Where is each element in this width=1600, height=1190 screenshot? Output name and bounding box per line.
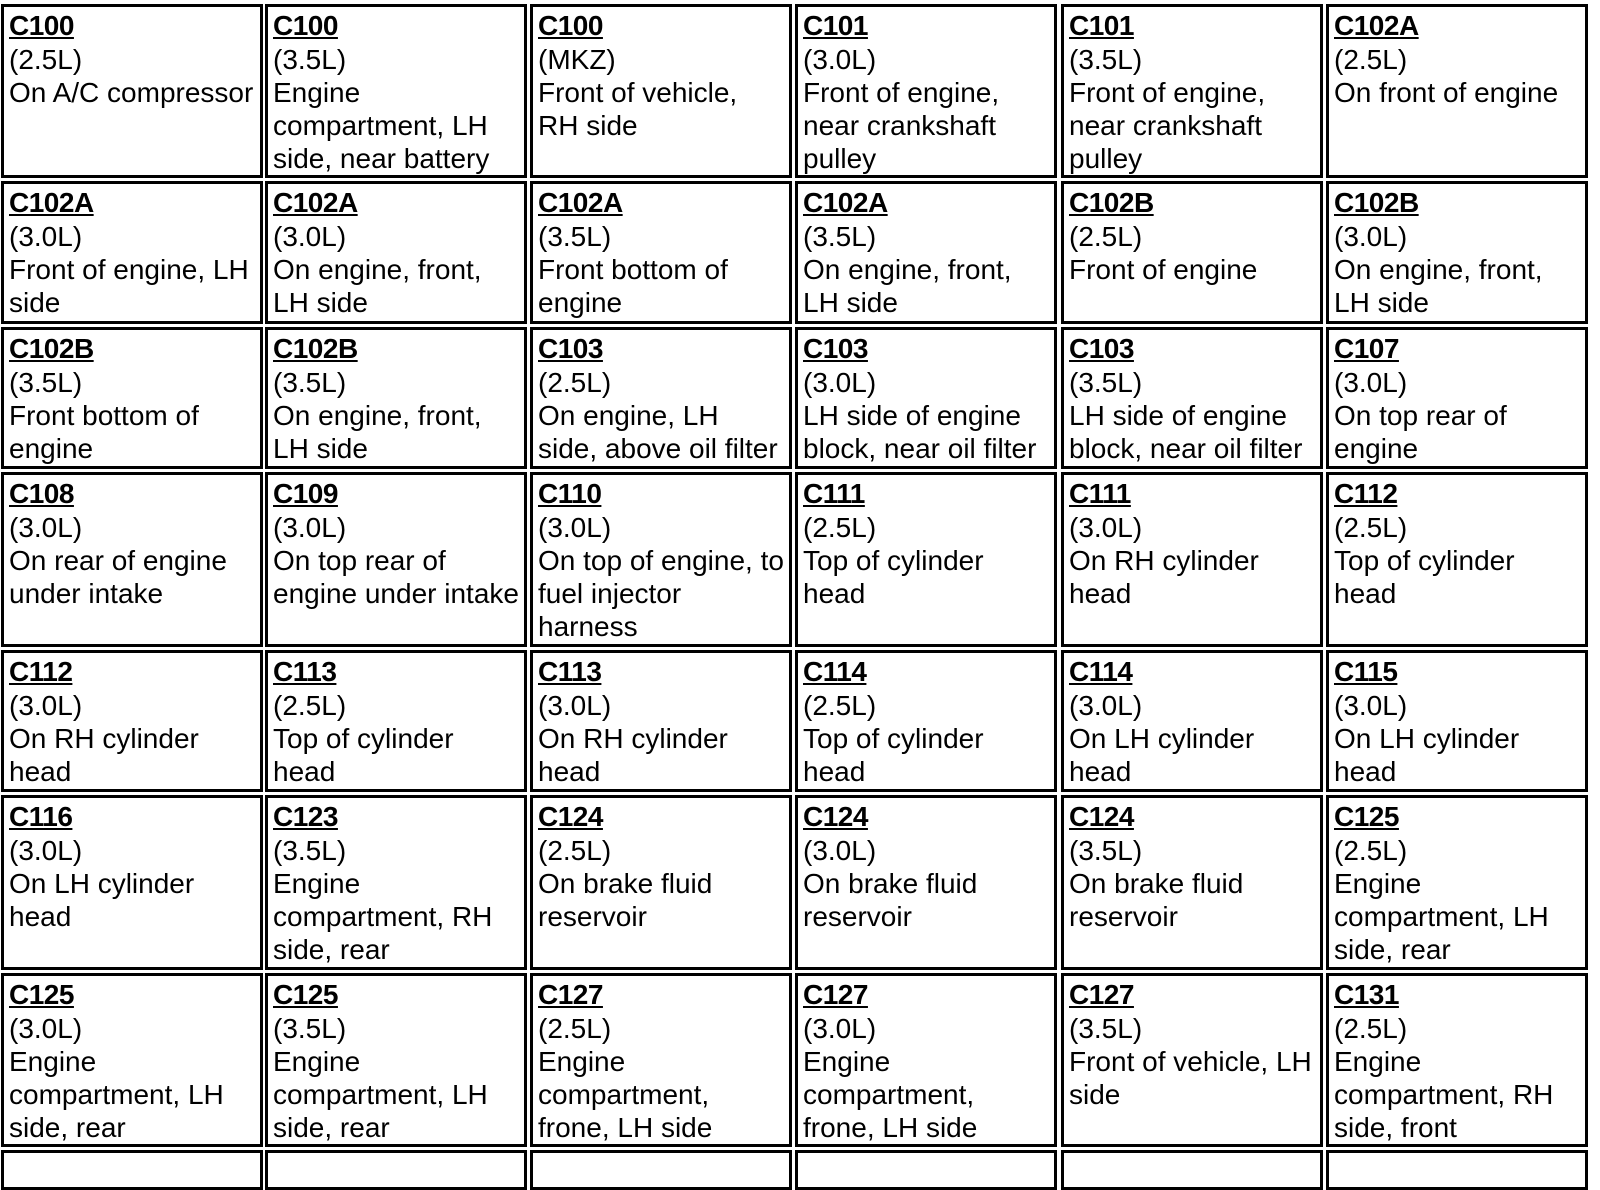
connector-cell (1, 650, 263, 792)
connector-cell (1, 181, 263, 324)
engine-variant: (3.5L) (273, 44, 347, 75)
connector-cell (1, 795, 263, 970)
connector-code: C114 (1069, 656, 1133, 687)
engine-variant: (2.5L) (273, 690, 347, 721)
connector-cell (795, 973, 1057, 1147)
connector-cell (795, 650, 1057, 792)
connector-location: Front of engine, near crankshaft pulley (803, 77, 1000, 174)
connector-code: C131 (1334, 979, 1399, 1010)
connector-cell (795, 795, 1057, 970)
engine-variant: (3.0L) (9, 512, 83, 543)
connector-code: C125 (9, 979, 74, 1010)
connector-cell (1, 1150, 263, 1190)
connector-location: On engine, front, LH side (273, 254, 482, 318)
connector-location: Front of engine (1069, 254, 1258, 285)
engine-variant: (3.0L) (9, 690, 83, 721)
engine-variant: (3.0L) (273, 221, 347, 252)
connector-code: C127 (538, 979, 603, 1010)
engine-variant: (2.5L) (538, 835, 612, 866)
engine-variant: (2.5L) (1334, 835, 1408, 866)
connector-code: C100 (273, 10, 338, 41)
engine-variant: (3.0L) (1069, 512, 1143, 543)
connector-cell (795, 4, 1057, 178)
connector-cell (1061, 472, 1323, 647)
engine-variant: (3.5L) (273, 835, 347, 866)
connector-location: Engine compartment, RH side, front (1334, 1046, 1554, 1143)
engine-variant: (3.0L) (803, 44, 877, 75)
connector-location: On top of engine, to fuel injector harness (538, 545, 784, 642)
connector-location: On RH cylinder head (1069, 545, 1259, 609)
connector-cell (1061, 650, 1323, 792)
engine-variant: (3.5L) (1069, 1013, 1143, 1044)
connector-code: C125 (1334, 801, 1399, 832)
connector-code: C100 (9, 10, 74, 41)
connector-code: C102A (538, 187, 623, 218)
connector-location: On brake fluid reservoir (538, 868, 713, 932)
connector-cell (265, 795, 527, 970)
connector-code: C102B (9, 333, 94, 364)
engine-variant: (3.0L) (1334, 690, 1408, 721)
engine-variant: (3.0L) (538, 690, 612, 721)
connector-location: On engine, front, LH side (1334, 254, 1543, 318)
connector-code: C107 (1334, 333, 1399, 364)
connector-location: On LH cylinder head (9, 868, 195, 932)
connector-cell (265, 4, 527, 178)
connector-cell (1, 327, 263, 469)
connector-cell (530, 327, 792, 469)
connector-location: Front of vehicle, RH side (538, 77, 738, 141)
connector-code: C112 (9, 656, 73, 687)
connector-location: On A/C compressor (9, 77, 254, 108)
connector-code: C115 (1334, 656, 1398, 687)
engine-variant: (3.5L) (273, 1013, 347, 1044)
engine-variant: (3.0L) (1334, 367, 1408, 398)
connector-cell (1326, 4, 1588, 178)
connector-cell (265, 973, 527, 1147)
connector-code: C125 (273, 979, 338, 1010)
engine-variant: (2.5L) (1334, 512, 1408, 543)
connector-location: On LH cylinder head (1334, 723, 1520, 787)
connector-cell (1, 4, 263, 178)
connector-location: Engine compartment, LH side, rear (9, 1046, 224, 1143)
connector-code: C103 (803, 333, 868, 364)
connector-location: Top of cylinder head (803, 723, 984, 787)
connector-code: C114 (803, 656, 867, 687)
connector-code: C108 (9, 478, 74, 509)
engine-variant: (2.5L) (9, 44, 83, 75)
connector-location: Top of cylinder head (803, 545, 984, 609)
connector-cell (530, 973, 792, 1147)
connector-code: C102B (1069, 187, 1154, 218)
engine-variant: (3.5L) (1069, 44, 1143, 75)
connector-cell (1326, 973, 1588, 1147)
engine-variant: (3.0L) (1334, 221, 1408, 252)
connector-code: C111 (1069, 478, 1131, 509)
connector-cell (265, 327, 527, 469)
connector-cell (530, 795, 792, 970)
connector-location: On LH cylinder head (1069, 723, 1255, 787)
connector-cell (795, 181, 1057, 324)
engine-variant: (3.0L) (9, 221, 83, 252)
connector-cell (265, 1150, 527, 1190)
connector-cell (795, 472, 1057, 647)
connector-location: On RH cylinder head (538, 723, 728, 787)
engine-variant: (3.0L) (538, 512, 612, 543)
connector-cell (530, 4, 792, 178)
connector-cell (530, 181, 792, 324)
connector-location: On rear of engine under intake (9, 545, 227, 609)
connector-code: C112 (1334, 478, 1398, 509)
connector-code: C102A (803, 187, 888, 218)
connector-code: C101 (803, 10, 868, 41)
connector-code: C124 (1069, 801, 1134, 832)
connector-code: C124 (803, 801, 868, 832)
connector-code: C111 (803, 478, 865, 509)
connector-location: LH side of engine block, near oil filter (1069, 400, 1303, 464)
connector-location: LH side of engine block, near oil filter (803, 400, 1037, 464)
connector-cell (265, 472, 527, 647)
engine-variant: (2.5L) (803, 512, 877, 543)
connector-location: Engine compartment, LH side, rear (1334, 868, 1549, 965)
connector-location: On top rear of engine under intake (273, 545, 519, 609)
engine-variant: (3.5L) (538, 221, 612, 252)
connector-location: Front of engine, near crankshaft pulley (1069, 77, 1266, 174)
connector-cell (1061, 973, 1323, 1147)
connector-code: C127 (803, 979, 868, 1010)
engine-variant: (3.5L) (803, 221, 877, 252)
engine-variant: (3.5L) (273, 367, 347, 398)
connector-location: Top of cylinder head (1334, 545, 1515, 609)
connector-cell (265, 181, 527, 324)
connector-code: C110 (538, 478, 602, 509)
connector-location: Front of engine, LH side (9, 254, 249, 318)
connector-cell (1, 973, 263, 1147)
engine-variant: (3.0L) (803, 367, 877, 398)
engine-variant: (2.5L) (538, 367, 612, 398)
connector-code: C124 (538, 801, 603, 832)
connector-location: Front bottom of engine (9, 400, 199, 464)
connector-location: On brake fluid reservoir (803, 868, 978, 932)
connector-cell (1061, 327, 1323, 469)
connector-location: Engine compartment, LH side, rear (273, 1046, 488, 1143)
connector-cell (1, 472, 263, 647)
connector-cell (1326, 327, 1588, 469)
connector-code: C102A (9, 187, 94, 218)
connector-code: C127 (1069, 979, 1134, 1010)
connector-code: C116 (9, 801, 73, 832)
connector-cell (1326, 650, 1588, 792)
connector-code: C113 (538, 656, 602, 687)
engine-variant: (3.5L) (9, 367, 83, 398)
engine-variant: (3.0L) (273, 512, 347, 543)
engine-variant: (3.0L) (803, 1013, 877, 1044)
engine-variant: (3.0L) (803, 835, 877, 866)
connector-location: Engine compartment, frone, LH side (803, 1046, 978, 1143)
connector-cell (1061, 1150, 1323, 1190)
connector-location: Engine compartment, RH side, rear (273, 868, 493, 965)
engine-variant: (3.0L) (1069, 690, 1143, 721)
connector-cell (1326, 472, 1588, 647)
connector-cell (1061, 795, 1323, 970)
connector-cell (1061, 4, 1323, 178)
connector-location: On top rear of engine (1334, 400, 1507, 464)
connector-location: On brake fluid reservoir (1069, 868, 1244, 932)
connector-location: On RH cylinder head (9, 723, 199, 787)
engine-variant: (2.5L) (1069, 221, 1143, 252)
connector-code: C103 (538, 333, 603, 364)
connector-location: On front of engine (1334, 77, 1559, 108)
connector-location: Front of vehicle, LH side (1069, 1046, 1312, 1110)
connector-code: C102A (1334, 10, 1419, 41)
connector-code: C102B (273, 333, 358, 364)
connector-code: C102B (1334, 187, 1419, 218)
connector-cell (265, 650, 527, 792)
engine-variant: (3.5L) (1069, 835, 1143, 866)
connector-cell (1061, 181, 1323, 324)
connector-code: C123 (273, 801, 338, 832)
connector-location: Engine compartment, frone, LH side (538, 1046, 713, 1143)
connector-code: C103 (1069, 333, 1134, 364)
engine-variant: (2.5L) (538, 1013, 612, 1044)
connector-location: Engine compartment, LH side, near battery (273, 77, 490, 174)
connector-location: Front bottom of engine (538, 254, 728, 318)
connector-cell (795, 1150, 1057, 1190)
connector-cell (1326, 795, 1588, 970)
connector-cell (1326, 1150, 1588, 1190)
connector-code: C100 (538, 10, 603, 41)
connector-cell (530, 650, 792, 792)
engine-variant: (3.0L) (9, 1013, 83, 1044)
connector-code: C109 (273, 478, 338, 509)
connector-cell (1326, 181, 1588, 324)
connector-cell (530, 1150, 792, 1190)
connector-location: Top of cylinder head (273, 723, 454, 787)
connector-cell (795, 327, 1057, 469)
engine-variant: (2.5L) (803, 690, 877, 721)
engine-variant: (3.0L) (9, 835, 83, 866)
connector-location: On engine, LH side, above oil filter (538, 400, 778, 464)
engine-variant: (2.5L) (1334, 44, 1408, 75)
connector-location: On engine, front, LH side (273, 400, 482, 464)
engine-variant: (3.5L) (1069, 367, 1143, 398)
connector-code: C101 (1069, 10, 1134, 41)
connector-code: C102A (273, 187, 358, 218)
engine-variant: (MKZ) (538, 44, 616, 75)
connector-location: On engine, front, LH side (803, 254, 1012, 318)
connector-cell (530, 472, 792, 647)
connector-code: C113 (273, 656, 337, 687)
engine-variant: (2.5L) (1334, 1013, 1408, 1044)
